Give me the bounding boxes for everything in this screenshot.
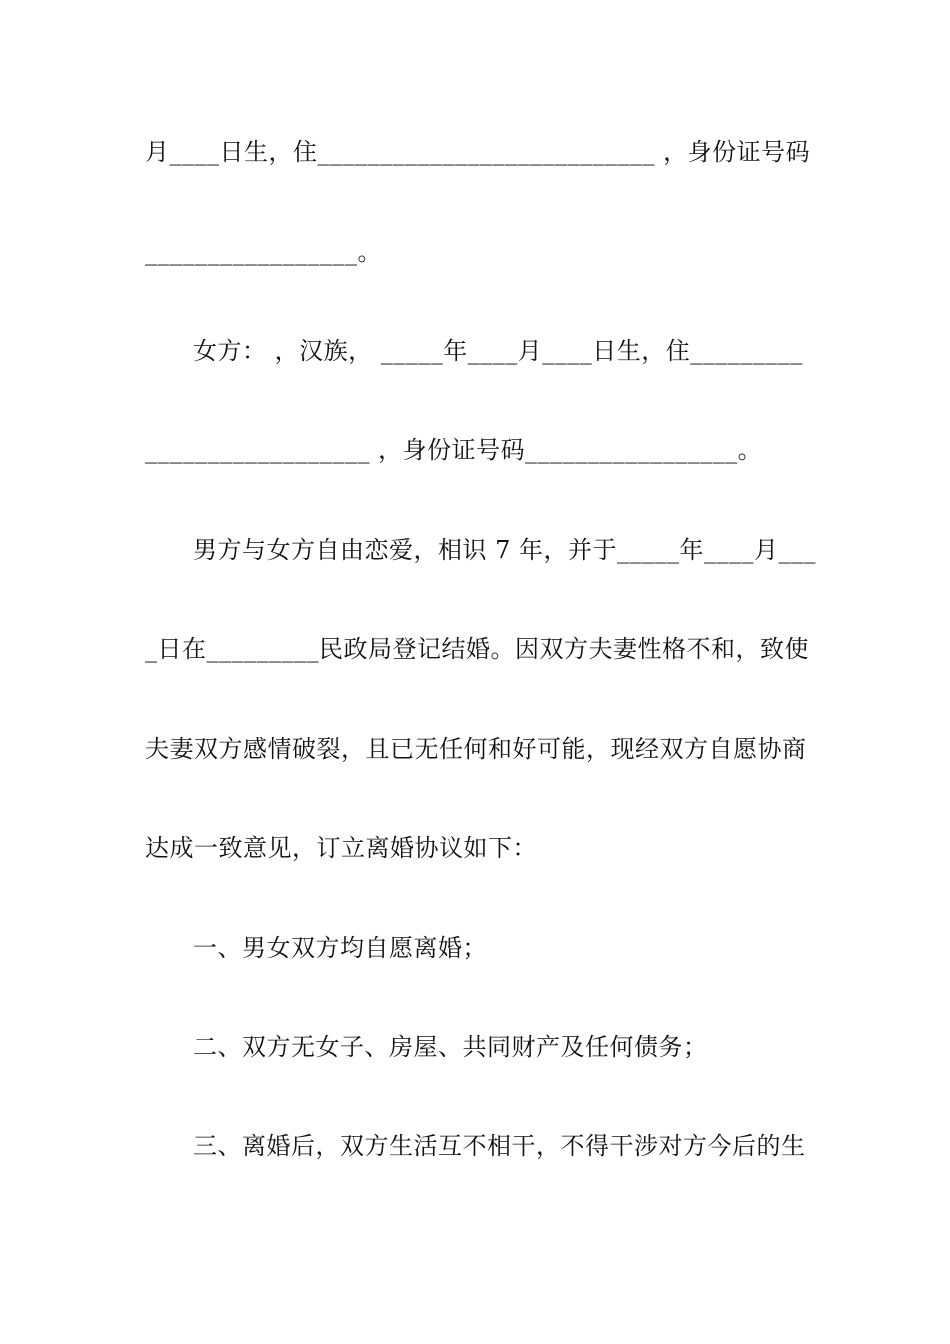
text-line-7: 夫妻双方感情破裂，且已无任何和好可能，现经双方自愿协商 (145, 735, 807, 763)
text-line-4: __________________ ，身份证号码_________________。 (145, 436, 763, 464)
text-line-10: 二、双方无女子、房屋、共同财产及任何债务； (193, 1033, 708, 1061)
text-line-1: 月____日生，住___________________________ ，身份证号码 (145, 138, 811, 166)
text-line-6: _日在_________民政局登记结婚。因双方夫妻性格不和，致使 (145, 635, 809, 663)
text-line-8: 达成一致意见，订立离婚协议如下： (145, 834, 537, 862)
text-line-11: 三、离婚后，双方生活互不相干，不得干涉对方今后的生 (193, 1132, 806, 1160)
text-line-9: 一、男女双方均自愿离婚； (193, 934, 487, 962)
text-line-5: 男方与女方自由恋爱，相识 7 年，并于_____年____月___ (193, 536, 817, 564)
text-line-3: 女方： ，汉族， _____年____月____日生，住_________ (193, 337, 803, 365)
text-line-2: _________________。 (145, 238, 382, 266)
